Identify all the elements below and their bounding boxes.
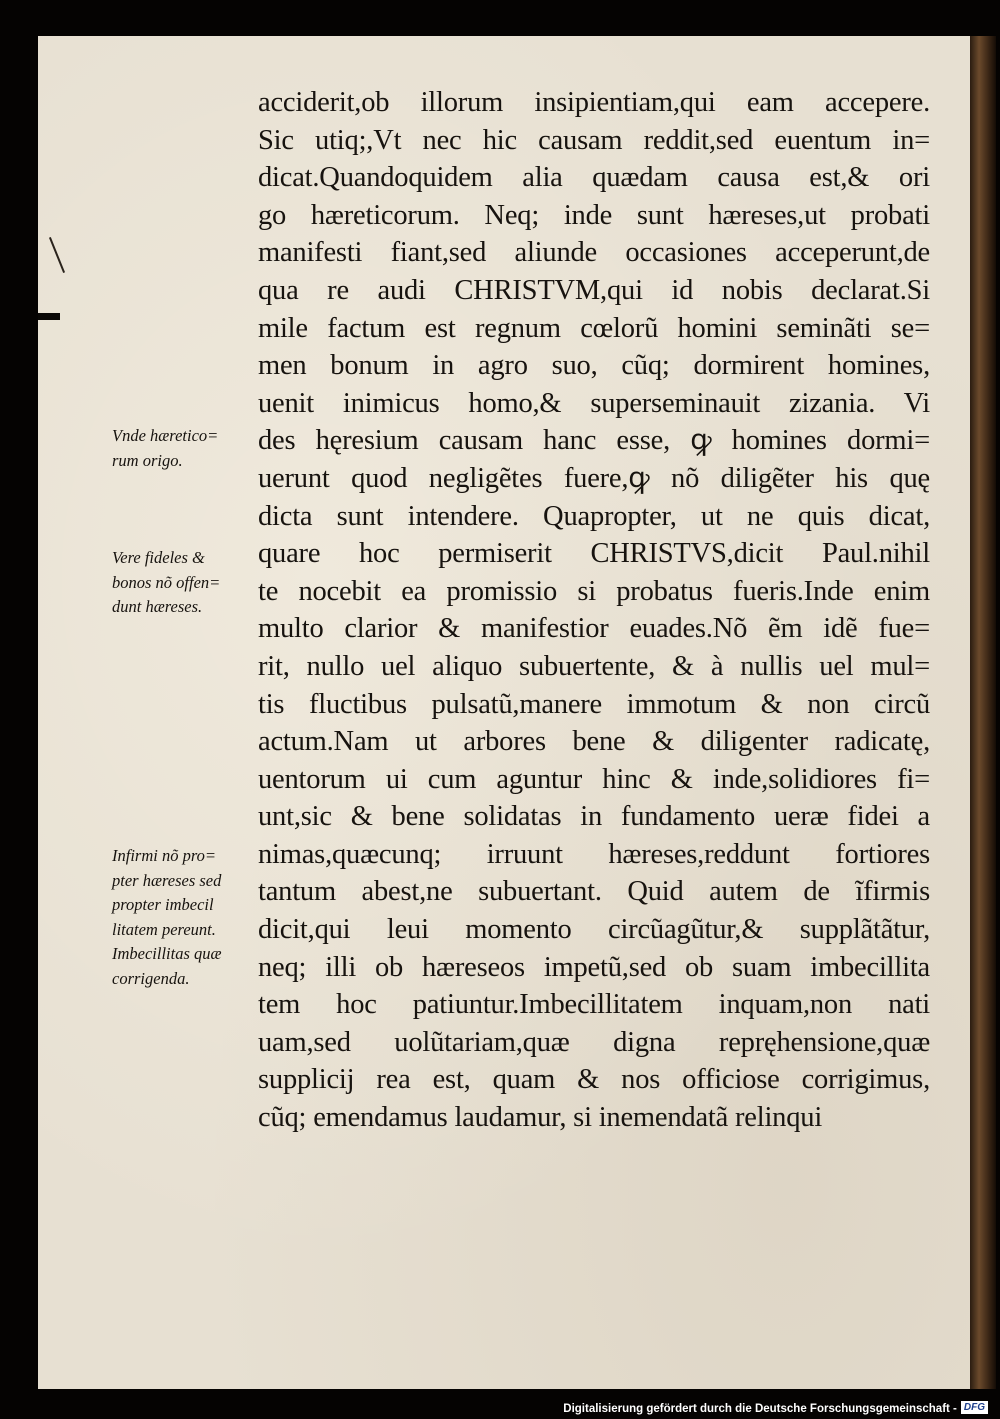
text-line: dicat.Quandoquidem alia quædam causa est,& ori	[258, 162, 930, 194]
text-line: des hęresium causam hanc esse, ꝙ homines dormi=	[258, 425, 930, 457]
margin-note-line: Vere fideles &	[112, 548, 205, 567]
text-line: actum.Nam ut arbores bene & diligenter radicatę,	[258, 726, 930, 758]
margin-note-line: Vnde hæretico=	[112, 426, 219, 445]
text-line: tantum abest,ne subuertant. Quid autem de ĩfirmis	[258, 876, 930, 908]
text-line: uentorum ui cum aguntur hinc & inde,solidiores fi=	[258, 763, 930, 795]
text-line: uam,sed uolũtariam,quæ digna repręhensione,quæ	[258, 1026, 930, 1058]
margin-note-line: propter imbecil	[112, 895, 214, 914]
text-line: te nocebit ea promissio si probatus fueris.Inde enim	[258, 575, 930, 607]
text-line: tem hoc patiuntur.Imbecillitatem inquam,non nati	[258, 989, 930, 1021]
text-line: acciderit,ob illorum insipientiam,qui eam accepere.	[258, 87, 930, 118]
margin-note-heresy-origin	[112, 424, 262, 473]
margin-note-line: litatem pereunt.	[112, 919, 216, 939]
text-line: go hæreticorum. Neq; inde sunt hæreses,ut probati	[258, 199, 930, 231]
text-line: manifesti fiant,sed aliunde occasiones acceperunt,de	[258, 237, 930, 269]
text-line: unt,sic & bene solidatas in fundamento ueræ fidei a	[258, 801, 930, 833]
footer-text: Digitalisierung gefördert durch die Deutsche Forschungsgemeinschaft -	[563, 1403, 957, 1415]
margin-note-faithful	[112, 546, 262, 620]
page-edge	[970, 36, 996, 1389]
body-text	[258, 84, 930, 1137]
text-line: rit, nullo uel aliquo subuertente, & à nullis uel mul=	[258, 650, 930, 682]
text-line: uenit inimicus homo,& superseminauit zizania. Vi	[258, 387, 930, 419]
text-line: dicta sunt intendere. Quapropter, ut ne quis dicat,	[258, 500, 930, 532]
text-line: cũq; emendamus laudamur, si inemendatã relinqui	[258, 1102, 823, 1134]
text-line: uerunt quod negligẽtes fuere,ꝙ nõ diligẽter his quę	[258, 462, 930, 494]
text-line: quare hoc permiserit CHRISTVS,dicit Paul.nihil	[258, 538, 930, 570]
text-line: multo clarior & manifestior euades.Nõ ẽm idẽ fue=	[258, 613, 930, 645]
margin-note-line: corrigenda.	[112, 968, 190, 988]
text-line: tis fluctibus pulsatũ,manere immotum & non circũ	[258, 688, 930, 720]
page-tab-mark	[38, 313, 60, 320]
margin-note-line: Infirmi nõ pro=	[112, 846, 217, 865]
text-line: dicit,qui leui momento circũagũtur,& supplãtãtur,	[258, 914, 930, 946]
dfg-logo: DFG	[961, 1401, 988, 1414]
margin-note-line: pter hæreses sed	[112, 870, 222, 890]
text-line: supplicij rea est, quam & nos officiose corrigimus,	[258, 1064, 930, 1096]
text-line: neq; illi ob hæreseos impetũ,sed ob suam imbecillita	[258, 951, 930, 983]
margin-note-infirm	[112, 844, 262, 991]
margin-note-line: dunt hæreses.	[112, 597, 203, 616]
text-line: qua re audi CHRISTVM,qui id nobis declarat.Si	[258, 274, 930, 306]
text-line: Sic utiq;,Vt nec hic causam reddit,sed euentum in=	[258, 124, 930, 156]
margin-note-line: Imbecillitas quæ	[112, 944, 222, 963]
text-line: men bonum in agro suo, cũq; dormirent homines,	[258, 350, 930, 382]
text-line: mile factum est regnum cœlorũ homini seminãti se=	[258, 312, 930, 344]
margin-note-line: rum origo.	[112, 450, 183, 470]
text-line: nimas,quæcunq; irruunt hæreses,reddunt fortiores	[258, 838, 930, 870]
margin-note-line: bonos nõ offen=	[112, 572, 221, 592]
digitization-footer	[0, 1400, 988, 1419]
